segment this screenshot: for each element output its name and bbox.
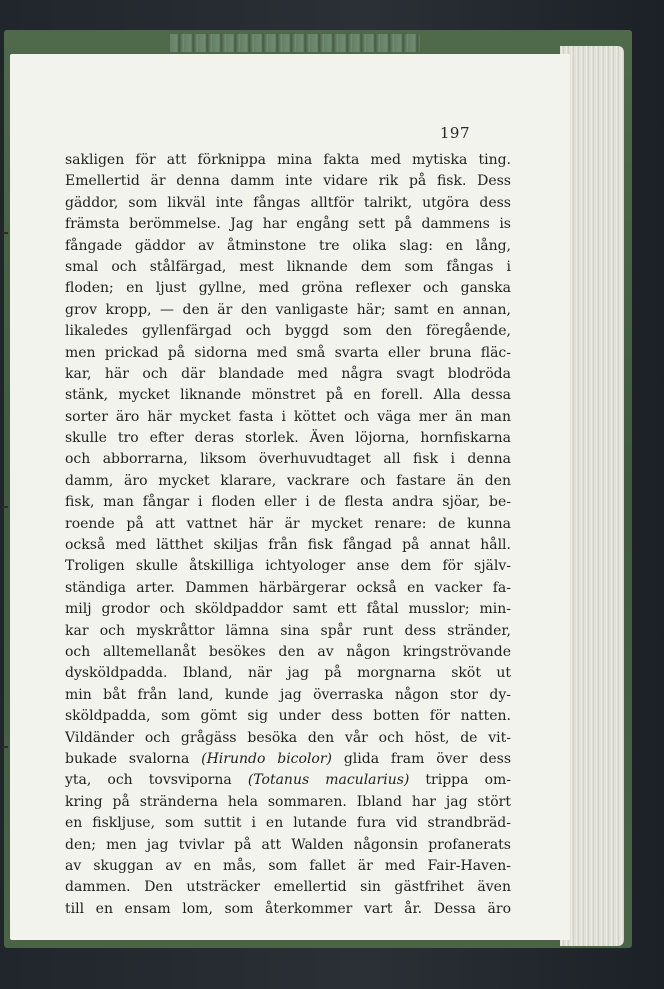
species-name: (Hirundo bicolor) — [201, 750, 333, 767]
text-line: skulle tro efter deras storlek. Även löjorna, hornfiskarna — [65, 430, 511, 447]
page-body-text — [65, 150, 511, 920]
text-line: sakligen för att förknippa mina fakta med mytiska ting. — [65, 152, 511, 168]
text-line: den; men jag tvivlar på att Walden någonsin profanerats — [65, 836, 511, 853]
text-line: främsta berömmelse. Jag har engång sett på dammens is — [65, 216, 511, 233]
text-line: och abborrarna, liksom överhuvudtaget all fisk i denna — [65, 451, 511, 468]
text-line: dammen. Den utsträcker emellertid sin gästfrihet även — [65, 879, 511, 896]
text-line: men prickad på sidorna med små svarta eller bruna fläc- — [65, 344, 511, 361]
text-line: sköldpadda, som gömt sig under dess botten för natten. — [65, 708, 511, 725]
margin-mark — [2, 746, 8, 748]
text-line: en fiskljuse, som suttit i en lutande fura vid strandbräd- — [65, 815, 511, 832]
text-line: stänk, mycket liknande mönstret på en forell. Alla dessa — [65, 387, 511, 404]
text-line: likaledes gyllenfärgad och byggd som den föregående, — [65, 323, 511, 340]
text-line: smal och stålfärgad, mest liknande dem som fångas i — [65, 258, 511, 275]
text-line: kar och myskråttor lämna sina spår runt dess stränder, — [65, 622, 511, 639]
text-line: sorter äro här mycket fasta i köttet och väga mer än man — [65, 408, 511, 425]
text-line: av skuggan av en mås, som fallet är med Fair-Haven- — [65, 857, 511, 874]
text-line: gäddor, som likväl inte fångas alltför talrikt, utgöra dess — [65, 194, 511, 211]
book-page — [10, 54, 570, 940]
text-line: kring på stränderna hela sommaren. Ibland har jag stört — [65, 793, 511, 810]
text-line: milj grodor och sköldpaddor samt ett fåtal musslor; min- — [65, 601, 511, 618]
text-line: ständiga arter. Dammen härbärgerar också en vacker fa- — [65, 579, 511, 596]
cover-wear — [170, 34, 420, 52]
text-line: Troligen skulle åtskilliga ichtyologer anse dem för själv- — [65, 558, 511, 575]
text-line: grov kropp, — den är den vanligaste här; samt en annan, — [65, 301, 511, 318]
text-line: Emellertid är denna damm inte vidare rik på fisk. Dess — [65, 173, 511, 190]
margin-mark — [2, 506, 8, 508]
page-number: 197 — [439, 124, 470, 142]
text-line: fångade gäddor av åtminstone tre olika slag: en lång, — [65, 237, 511, 254]
text-line: Vildänder och grågäss besöka den vår och höst, de vit- — [65, 729, 511, 746]
text-line: dysköldpadda. Ibland, när jag på morgnarna sköt ut — [65, 665, 511, 682]
text-line: floden; en ljust gyllne, med gröna reflexer och ganska — [65, 280, 511, 297]
text-line: till en ensam lom, som återkommer vart år. Dessa äro — [65, 900, 511, 917]
text-line: kar, här och där blandade med några svagt blodröda — [65, 365, 511, 382]
text-line: yta, och tovsviporna (Totanus macularius) trippa om- — [65, 772, 512, 789]
text-line: också med lätthet skiljas från fisk fångad på annat håll. — [65, 537, 511, 554]
text-line: och alltemellanåt besökes den av någon kringströvande — [65, 643, 511, 660]
text-line: min båt från land, kunde jag överraska någon stor dy- — [65, 686, 511, 703]
text-line: fisk, man fångar i floden eller i de flesta andra sjöar, be- — [65, 494, 511, 511]
text-line: damm, äro mycket klarare, vackrare och fastare än den — [65, 472, 511, 489]
text-line: roende på att vattnet här är mycket renare: de kunna — [65, 515, 511, 532]
margin-mark — [2, 232, 8, 234]
species-name: (Totanus macularius) — [247, 772, 410, 789]
text-line: bukade svalorna (Hirundo bicolor) glida fram över dess — [65, 750, 512, 767]
